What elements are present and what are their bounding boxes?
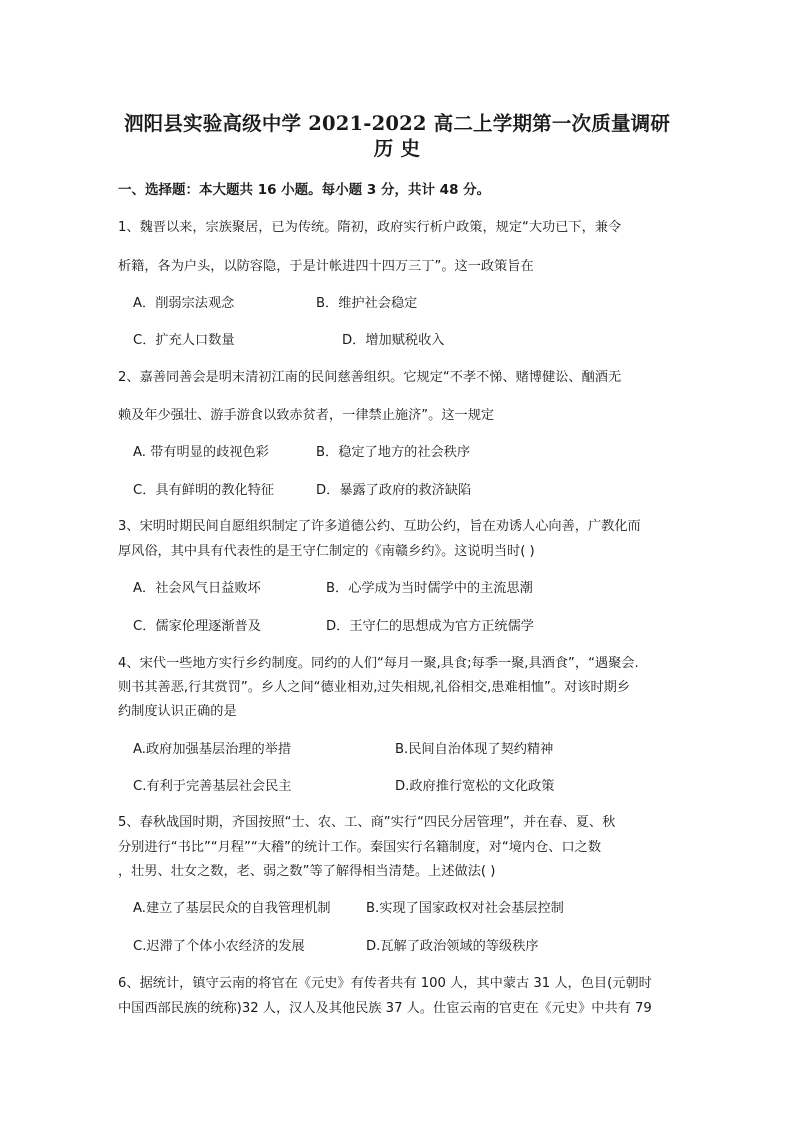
question-2-option-b: B．稳定了地方的社会秩序 — [316, 445, 471, 460]
section-heading: 一、选择题：本大题共 16 小题。每小题 3 分，共计 48 分。 — [118, 182, 491, 198]
question-1-line-1: 1、魏晋以来，宗族聚居，已为传统。隋初，政府实行析户政策，规定“大功已下，兼令 — [118, 220, 622, 235]
question-2-option-d: D．暴露了政府的救济缺陷 — [316, 483, 472, 498]
question-5-line-2: 分别进行“书比”“月程”“大稽”的统计工作。秦国实行名籍制度，对“境内仓、口之数 — [118, 840, 602, 855]
question-4-option-c: C.有利于完善基层社会民主 — [133, 779, 292, 794]
question-4-line-2: 则书其善恶,行其赏罚”。乡人之间“德业相劝,过失相规,礼俗相交,患难相恤”。对该时期乡 — [118, 680, 631, 695]
question-1-option-b: B．维护社会稳定 — [316, 296, 418, 311]
question-5-line-3: ，壮男、壮女之数，老、弱之数”等了解得相当清楚。上述做法( ) — [118, 864, 496, 879]
question-4-line-3: 约制度认识正确的是 — [118, 704, 237, 719]
question-2-line-1: 2、嘉善同善会是明末清初江南的民间慈善组织。它规定“不孝不悌、赌博健讼、酗酒无 — [118, 370, 622, 385]
question-3-option-d: D．王守仁的思想成为官方正统儒学 — [326, 619, 534, 634]
question-5-option-b: B.实现了国家政权对社会基层控制 — [366, 901, 564, 916]
question-6-line-1: 6、据统计，镇守云南的将官在《元史》有传者共有 100 人，其中蒙古 31 人，色目(元朝时 — [118, 976, 652, 991]
question-3-option-b: B．心学成为当时儒学中的主流思潮 — [326, 581, 533, 596]
question-3-line-2: 厚风俗，其中具有代表性的是王守仁制定的《南赣乡约》。这说明当时( ) — [118, 544, 535, 559]
question-4-option-b: B.民间自治体现了契约精神 — [395, 742, 554, 757]
question-5-option-c: C.迟滞了个体小农经济的发展 — [133, 939, 305, 954]
question-5-line-1: 5、春秋战国时期，齐国按照“士、农、工、商”实行“四民分居管理”，并在春、夏、秋 — [118, 815, 616, 830]
question-5-option-d: D.瓦解了政治领域的等级秩序 — [366, 939, 539, 954]
question-3-option-c: C．儒家伦理逐渐普及 — [133, 619, 261, 634]
question-4-option-d: D.政府推行宽松的文化政策 — [395, 779, 555, 794]
question-2-line-2: 赖及年少强壮、游手游食以致赤贫者，一律禁止施济”。这一规定 — [118, 408, 495, 423]
question-3-option-a: A．社会风气日益败坏 — [133, 581, 261, 596]
question-4-option-a: A.政府加强基层治理的举措 — [133, 742, 292, 757]
question-6-line-2: 中国西部民族的统称)32 人，汉人及其他民族 37 人。仕宦云南的官吏在《元史》中共有 79 — [118, 1001, 652, 1016]
question-2-option-a: A. 带有明显的歧视色彩 — [133, 445, 269, 460]
exam-subject: 历 史 — [373, 137, 421, 160]
question-4-line-1: 4、宋代一些地方实行乡约制度。同约的人们“每月一聚,具食;每季一聚,具酒食”，“遇聚会. — [118, 656, 639, 671]
question-2-option-c: C．具有鲜明的教化特征 — [133, 483, 275, 498]
question-1-option-d: D．增加赋税收入 — [342, 333, 445, 348]
question-5-option-a: A.建立了基层民众的自我管理机制 — [133, 901, 331, 916]
exam-title: 泗阳县实验高级中学 2021-2022 高二上学期第一次质量调研 — [123, 112, 671, 135]
question-1-option-c: C．扩充人口数量 — [133, 333, 235, 348]
question-3-line-1: 3、宋明时期民间自愿组织制定了许多道德公约、互助公约，旨在劝诱人心向善，广教化而 — [118, 519, 641, 534]
question-1-option-a: A．削弱宗法观念 — [133, 296, 235, 311]
question-1-line-2: 析籍，各为户头，以防容隐，于是计帐进四十四万三丁”。这一政策旨在 — [118, 259, 534, 274]
